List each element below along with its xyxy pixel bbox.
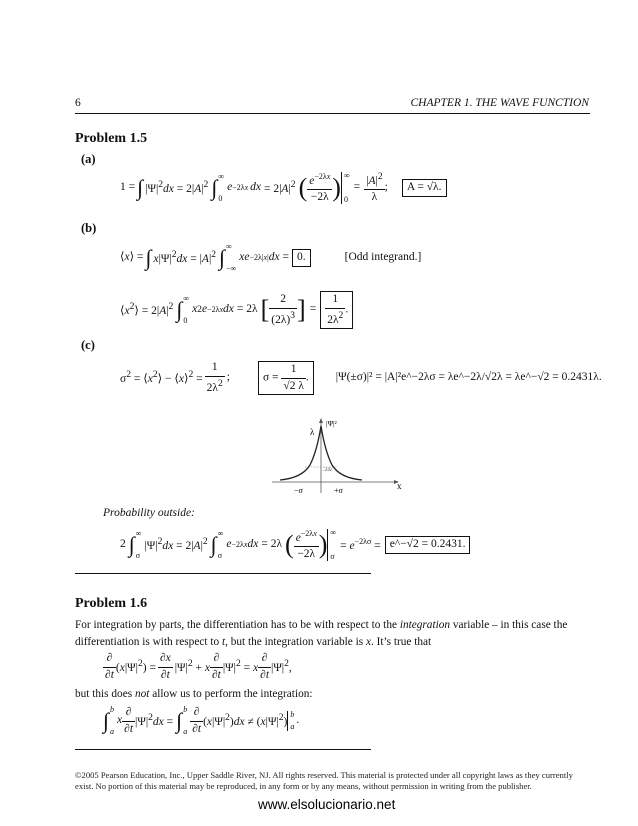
problem-separator-1 <box>75 573 371 574</box>
part-b-equation-1: ⟨x⟩ = ∫ $x|\Psi|^2dx = |A|^2$ ∫ ∞ −∞ xe −2λ|x| dx = 0. [Odd integrand.] <box>120 242 422 273</box>
pos-sigma-label: +σ <box>334 486 343 495</box>
y-axis-arrow <box>319 418 323 423</box>
part-b-result-2-box: $\frac{1}{2\lambda^2}$ . <box>320 291 353 329</box>
problem-1-5-title: Problem 1.5 <box>75 131 148 146</box>
problem-separator-2 <box>75 749 371 750</box>
part-b-label: (b) <box>81 221 97 235</box>
part-c-label: (c) <box>81 338 95 352</box>
psi-squared-figure <box>270 415 410 500</box>
part-c-equation: $\sigma^2$ = $⟨x^2⟩$ − ⟨x⟩$^2$ = $\frac{1}{2\lambda^2}$ ; σ = $\frac{1}{√2 \lambda}$ . |Ψ(±σ)|² = |A|²e^−2λσ = λe^−2λ/√2λ = λe^−√2 = 0.2431λ. <box>120 361 602 394</box>
header-rule <box>75 113 590 114</box>
psi-sigma-expression: |Ψ(±σ)|² = |A|²e^−2λσ = λe^−2λ/√2λ = λe^−√2 = 0.2431λ. <box>335 371 602 384</box>
problem-1-6-equation-2: ∫ b a x $\frac{\partial}{\partial t}$ $|\Psi|^2dx$ = ∫ b a $\frac{\partial}{\partial t}$ $(x|\Psi|^2)dx \ne (x|\Psi|^2)$ b a . <box>103 705 300 736</box>
problem-1-6-paragraph-1: For integration by parts, the differentiation has to be with respect to the integration variable – in this case the differentiation is with respect to t, but the integration variable is x. It’s true that <box>75 619 568 648</box>
part-a-equation: 1 = ∫ $|\Psi|^2dx = 2|A|^2$ ∫ ∞ 0 e −2λx dx = $2|A|^2$ ( $\frac{e^{-2\lambda x}}{-2\lambda}$ ) ∞ 0 = $\frac{|A|^2}{\lambda}$ ; A = √λ. <box>120 168 447 208</box>
part-a-result-box: A = √λ. <box>402 179 447 197</box>
copyright-notice: ©2005 Pearson Education, Inc., Upper Saddle River, NJ. All rights reserved. This material is protected under all copyright laws as they currently exist. No portion of this material may be reproduced, in any form or by any means, without permission in writing from the publisher. <box>75 770 573 791</box>
footer-url-link[interactable]: www.elsolucionario.net <box>258 797 396 812</box>
odd-integrand-note: [Odd integrand.] <box>344 251 422 264</box>
problem-1-6-title: Problem 1.6 <box>75 596 148 611</box>
part-b-result-1-box: 0. <box>292 249 311 267</box>
part-b-equation-2: $⟨x^2⟩ = 2|A|^2$ ∫ ∞ 0 x 2 e −2λx dx = 2λ [ $\frac{2}{(2\lambda)^3}$ ] = $\frac{1}{2\lambda^2}$ . <box>120 290 353 330</box>
x-axis-label: x <box>397 481 402 491</box>
level-label: .24λ <box>323 467 333 473</box>
neg-sigma-label: −σ <box>294 486 303 495</box>
problem-1-6-paragraph-2: but this does not allow us to perform the integration: <box>75 688 313 700</box>
problem-1-6-equation-1: $\frac{\partial}{\partial t}$ $(x|\Psi|^2)$ = $\frac{\partial x}{\partial t}$ $|\Psi|^2 + x$ $\frac{\partial}{\partial t}$ $|\Psi|^2 = x$ $\frac{\partial}{\partial t}$ $|\Psi|^2$, <box>105 652 292 681</box>
probability-outside-result-box: e^−√2 = 0.2431. <box>385 536 471 554</box>
peak-label: λ <box>310 427 315 437</box>
page-number: 6 <box>75 97 81 109</box>
probability-outside-equation: 2 ∫ ∞ σ $|\Psi|^2dx = 2|A|^2$ ∫ ∞ σ e −2λx dx = 2λ ( $\frac{e^{-2\lambda x}}{-2\lambda}$ ) ∞ σ = $e^{-2\lambda\sigma}$ = e^−√2 = 0.2431. <box>120 525 470 565</box>
y-axis-label: |Ψ|² <box>326 419 337 428</box>
part-a-label: (a) <box>81 152 96 166</box>
chapter-title: CHAPTER 1. THE WAVE FUNCTION <box>410 97 589 109</box>
probability-outside-label: Probability outside: <box>103 507 195 519</box>
sigma-result-box: σ = $\frac{1}{√2 \lambda}$ . <box>258 361 314 395</box>
